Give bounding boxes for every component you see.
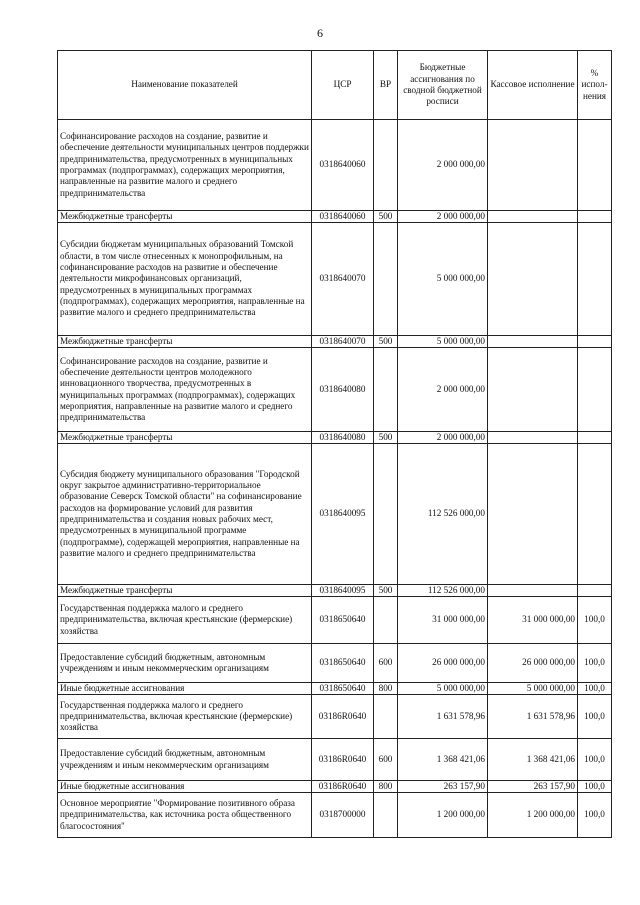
- row-pct: [578, 348, 612, 432]
- row-cash: 5 000 000,00: [488, 683, 578, 695]
- row-cash: 31 000 000,00: [488, 597, 578, 644]
- row-assigned: 112 526 000,00: [398, 444, 488, 585]
- table-row: [58, 781, 612, 793]
- row-assigned: 1 200 000,00: [398, 793, 488, 838]
- budget-table: [57, 50, 612, 838]
- row-assigned: 5 000 000,00: [398, 336, 488, 348]
- row-cash: 1 631 578,96: [488, 695, 578, 739]
- header-cash: Кассовое исполнение: [488, 51, 578, 120]
- table-row: [58, 444, 612, 585]
- row-assigned: 2 000 000,00: [398, 120, 488, 211]
- table-row: [58, 432, 612, 444]
- row-vr: 500: [374, 585, 398, 597]
- row-pct: [578, 444, 612, 585]
- row-assigned: 31 000 000,00: [398, 597, 488, 644]
- table-row: [58, 793, 612, 838]
- row-vr: 800: [374, 781, 398, 793]
- row-csr: 0318640060: [312, 120, 374, 211]
- row-assigned: 1 368 421,06: [398, 739, 488, 781]
- header-vr: ВР: [374, 51, 398, 120]
- row-csr: 0318640095: [312, 585, 374, 597]
- row-csr: 0318640070: [312, 223, 374, 336]
- row-name: Государственная поддержка малого и среднего предпринимательства, включая крестьянские (фермерские) хозяйства: [58, 695, 312, 739]
- row-assigned: 1 631 578,96: [398, 695, 488, 739]
- page-number: 6: [317, 26, 323, 40]
- row-vr: [374, 444, 398, 585]
- row-cash: 1 368 421,06: [488, 739, 578, 781]
- row-vr: 800: [374, 683, 398, 695]
- row-assigned: 263 157,90: [398, 781, 488, 793]
- row-vr: 500: [374, 432, 398, 444]
- row-cash: 1 200 000,00: [488, 793, 578, 838]
- table-row: [58, 683, 612, 695]
- row-csr: 0318640080: [312, 432, 374, 444]
- table-row: [58, 739, 612, 781]
- table-header-row: [58, 51, 612, 120]
- table-row: [58, 695, 612, 739]
- row-pct: 100,0: [578, 781, 612, 793]
- row-name: Государственная поддержка малого и среднего предпринимательства, включая крестьянские (фермерские) хозяйства: [58, 597, 312, 644]
- row-cash: 263 157,90: [488, 781, 578, 793]
- header-csr: ЦСР: [312, 51, 374, 120]
- row-vr: [374, 223, 398, 336]
- row-csr: 0318650640: [312, 683, 374, 695]
- row-pct: 100,0: [578, 597, 612, 644]
- row-name: Межбюджетные трансферты: [58, 211, 312, 223]
- row-vr: [374, 120, 398, 211]
- row-vr: 600: [374, 644, 398, 683]
- row-assigned: 2 000 000,00: [398, 432, 488, 444]
- row-cash: [488, 223, 578, 336]
- row-cash: [488, 336, 578, 348]
- row-csr: 03186R0640: [312, 739, 374, 781]
- row-cash: [488, 444, 578, 585]
- table-row: [58, 644, 612, 683]
- row-pct: [578, 336, 612, 348]
- row-vr: [374, 695, 398, 739]
- row-name: Предоставление субсидий бюджетным, автономным учреждениям и иным некоммерческим организациям: [58, 644, 312, 683]
- row-pct: 100,0: [578, 683, 612, 695]
- row-cash: [488, 432, 578, 444]
- row-pct: [578, 211, 612, 223]
- row-csr: 0318650640: [312, 644, 374, 683]
- row-name: Иные бюджетные ассигнования: [58, 683, 312, 695]
- row-name: Софинансирование расходов на создание, развитие и обеспечение деятельности муниципальных центров поддержки предпринимательства, предусмотренных в муниципальных программах (подпрограммах), содержащих мероприятия, направленные на развитие малого и среднего предпринимательства: [58, 120, 312, 211]
- row-csr: 0318700000: [312, 793, 374, 838]
- header-pct: % испол-нения: [578, 51, 612, 120]
- row-pct: [578, 223, 612, 336]
- row-assigned: 112 526 000,00: [398, 585, 488, 597]
- row-cash: [488, 211, 578, 223]
- row-cash: [488, 585, 578, 597]
- row-pct: [578, 432, 612, 444]
- row-pct: 100,0: [578, 644, 612, 683]
- row-name: Субсидии бюджетам муниципальных образований Томской области, в том числе отнесенных к монопрофильным, на софинансирование расходов на развитие и обеспечение деятельности микрофинансовых организаций, предусмотренных в муниципальных программах (подпрограммах), содержащих мероприятия, направленные на развитие малого и среднего предпринимательства: [58, 223, 312, 336]
- table-row: [58, 223, 612, 336]
- row-vr: [374, 348, 398, 432]
- row-csr: 03186R0640: [312, 695, 374, 739]
- row-assigned: 5 000 000,00: [398, 223, 488, 336]
- row-pct: 100,0: [578, 695, 612, 739]
- row-cash: [488, 348, 578, 432]
- table-row: [58, 348, 612, 432]
- row-name: Софинансирование расходов на создание, развитие и обеспечение деятельности центров молодежного инновационного творчества, предусмотренных в муниципальных программах (подпрограммах), содержащих мероприятия, направленные на развитие малого и среднего предпринимательства: [58, 348, 312, 432]
- table-row: [58, 597, 612, 644]
- row-vr: 500: [374, 336, 398, 348]
- row-vr: 600: [374, 739, 398, 781]
- row-csr: 03186R0640: [312, 781, 374, 793]
- row-csr: 0318650640: [312, 597, 374, 644]
- row-name: Межбюджетные трансферты: [58, 585, 312, 597]
- row-vr: 500: [374, 211, 398, 223]
- table-row: [58, 585, 612, 597]
- row-vr: [374, 793, 398, 838]
- row-assigned: 26 000 000,00: [398, 644, 488, 683]
- table-row: [58, 336, 612, 348]
- row-name: Иные бюджетные ассигнования: [58, 781, 312, 793]
- row-assigned: 2 000 000,00: [398, 348, 488, 432]
- row-pct: [578, 120, 612, 211]
- row-name: Межбюджетные трансферты: [58, 432, 312, 444]
- row-assigned: 2 000 000,00: [398, 211, 488, 223]
- row-name: Основное мероприятие "Формирование позитивного образа предпринимательства, как источника роста общественного благосостояния": [58, 793, 312, 838]
- row-cash: 26 000 000,00: [488, 644, 578, 683]
- header-assigned: Бюджетные ассигнования по сводной бюджетной росписи: [398, 51, 488, 120]
- row-name: Межбюджетные трансферты: [58, 336, 312, 348]
- row-name: Предоставление субсидий бюджетным, автономным учреждениям и иным некоммерческим организациям: [58, 739, 312, 781]
- row-csr: 0318640095: [312, 444, 374, 585]
- table-row: [58, 120, 612, 211]
- row-pct: 100,0: [578, 739, 612, 781]
- row-csr: 0318640080: [312, 348, 374, 432]
- table-row: [58, 211, 612, 223]
- row-name: Субсидия бюджету муниципального образования "Городской округ закрытое административно-территориальное образование Северск Томской области" на софинансирование расходов на формирование условий для развития предпринимательства и создания новых рабочих мест, предусмотренных в муниципальной программе (подпрограмме), содержащей мероприятия, направленные на развитие малого и среднего предпринимательства: [58, 444, 312, 585]
- row-pct: [578, 585, 612, 597]
- row-pct: 100,0: [578, 793, 612, 838]
- row-cash: [488, 120, 578, 211]
- row-vr: [374, 597, 398, 644]
- row-assigned: 5 000 000,00: [398, 683, 488, 695]
- row-csr: 0318640060: [312, 211, 374, 223]
- row-csr: 0318640070: [312, 336, 374, 348]
- header-name: Наименование показателей: [58, 51, 312, 120]
